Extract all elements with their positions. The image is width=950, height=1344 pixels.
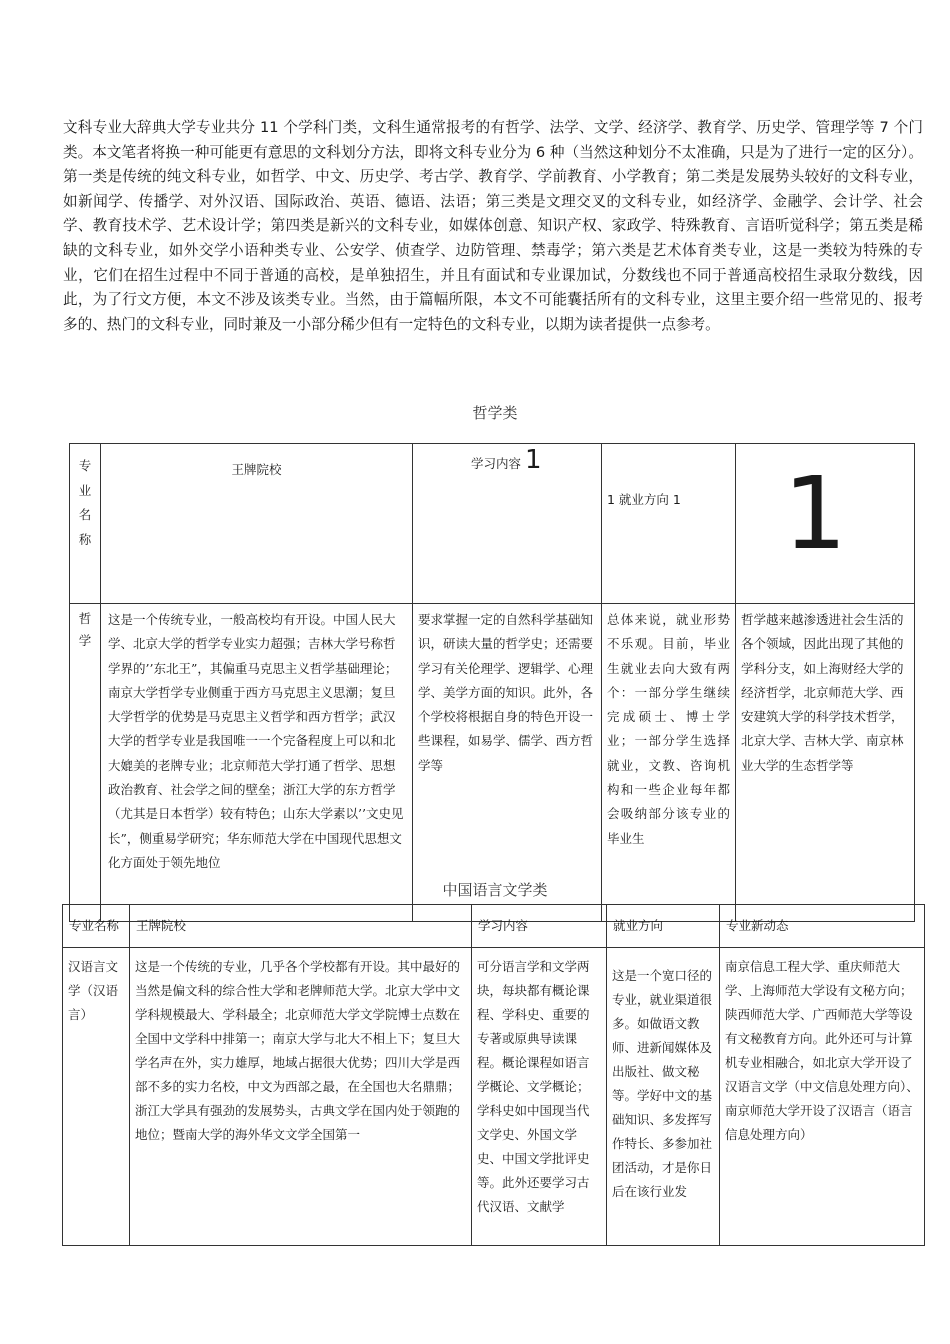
- philosophy-section-title: 哲学类: [472, 404, 518, 422]
- philosophy-table: [69, 443, 915, 922]
- cell-schools: 这是一个传统专业，一般高校均有开设。中国人民大学、北京大学的哲学专业实力超强；吉林大学号称哲学界的’’东北王”，其偏重马克思主义哲学基础理论；南京大学哲学专业侧重于西方马克思主义思潮；复旦大学哲学的优势是马克思主义哲学和西方哲学；武汉大学的哲学专业是我国唯一一个完备程度上可以和北大媲美的老牌专业；北京师范大学打通了哲学、思想政治教育、社会学之间的壁垒；浙江大学的东方哲学（尤其是日本哲学）较有特色；山东大学素以’’文史见长”，侧重易学研究；华东师范大学在中国现代思想文化方面处于领先地位: [101, 604, 413, 922]
- career-text: 这是一个宽口径的专业，就业渠道很多。如做语文教师、进新闻媒体及出版社、做文秘等。学好中文的基础知识、多发挥写作特长、多参加社团活动，才是你日后在该行业发: [612, 968, 713, 1199]
- header-study: 学习内容: [472, 905, 607, 948]
- cell-major: 汉语言文学（汉语言）: [63, 948, 130, 1246]
- chinese-table: [62, 904, 925, 1246]
- header-study: 学习内容 1: [413, 444, 602, 604]
- header-schools: 王牌院校: [130, 905, 472, 948]
- cell-trend: 哲学越来越渗透进社会生活的各个领域，因此出现了其他的学科分支，如上海财经大学的经济哲学，北京师范大学、西安建筑大学的科学技术哲学，北京大学、吉林大学、南京林业大学的生态哲学等: [736, 604, 915, 922]
- header-career: 就业方向: [607, 905, 720, 948]
- study-text: 可分语言学和文学两块，每块都有概论课程、学科史、重要的专著或原典导读课程。概论课程如语言学概论、文学概论；学科史如中国现当代文学史、外国文学史、中国文学批评史等。此外还要学习古代汉语、文献学: [477, 959, 590, 1214]
- chinese-section-title: 中国语言文学类: [442, 881, 548, 899]
- footnote-marker: 1: [525, 445, 542, 475]
- philosophy-row: [70, 604, 915, 922]
- chinese-header-row: [63, 905, 925, 948]
- header-schools: 王牌院校: [101, 444, 413, 604]
- large-digit-mark: 1: [783, 455, 847, 572]
- cell-career: [607, 948, 720, 1246]
- header-trend: [736, 444, 915, 604]
- cell-study: [472, 948, 607, 1246]
- header-trend: 专业新动态: [720, 905, 925, 948]
- cell-major: 哲学: [70, 604, 101, 922]
- philosophy-header-row: [70, 444, 915, 604]
- cell-schools: 这是一个传统的专业，几乎各个学校都有开设。其中最好的当然是偏文科的综合性大学和老牌师范大学。北京大学中文学科规模最大、学科最全；北京师范大学文学院博士点数在全国中文学科中排第一；南京大学与北大不相上下；复旦大学名声在外，实力雄厚，地域占据很大优势；四川大学是西部不多的实力名校，中文为西部之最，在全国也大名鼎鼎；浙江大学具有强劲的发展势头，古典文学在国内处于领跑的地位；暨南大学的海外华文文学全国第一: [130, 948, 472, 1246]
- cell-study: 要求掌握一定的自然科学基础知识，研读大量的哲学史；还需要学习有关伦理学、逻辑学、心理学、美学方面的知识。此外，各个学校将根据自身的特色开设一些课程，如易学、儒学、西方哲学等: [413, 604, 602, 922]
- header-major: 专业名称: [63, 905, 130, 948]
- header-career: 1 就业方向 1: [602, 444, 736, 604]
- chinese-row: [63, 948, 925, 1246]
- header-major: 专业名称: [70, 444, 101, 604]
- cell-trend: 南京信息工程大学、重庆师范大学、上海师范大学设有文秘方向；陕西师范大学、广西师范大学等设有文秘教育方向。此外还可与计算机专业相融合，如北京大学开设了汉语言文学（中文信息处理方向）、南京师范大学开设了汉语言（语言信息处理方向）: [720, 948, 925, 1246]
- intro-paragraph: 文科专业大辞典大学专业共分 11 个学科门类，文科生通常报考的有哲学、法学、文学、经济学、教育学、历史学、管理学等 7 个门类。本文笔者将换一种可能更有意思的文科划分方法，即将文科专业分为 6 种（当然这种划分不太准确，只是为了进行一定的区分）。第一类是传统的纯文科专业，如哲学、中文、历史学、考古学、教育学、学前教育、小学教育；第二类是发展势头较好的文科专业，如新闻学、传播学、对外汉语、国际政治、英语、德语、法语；第三类是文理交叉的文科专业，如经济学、金融学、会计学、社会学、教育技术学、艺术设计学；第四类是新兴的文科专业，如媒体创意、知识产权、家政学、特殊教育、言语听觉科学；第五类是稀缺的文科专业，如外交学小语种类专业、公安学、侦查学、边防管理、禁毒学；第六类是艺术体育类专业，这是一类较为特殊的专业，它们在招生过程中不同于普通的高校，是单独招生，并且有面试和专业课加试，分数线也不同于普通高校招生录取分数线，因此，为了行文方便，本文不涉及该类专业。当然，由于篇幅所限，本文不可能囊括所有的文科专业，这里主要介绍一些常见的、报考多的、热门的文科专业，同时兼及一小部分稀少但有一定特色的文科专业，以期为读者提供一点参考。: [63, 119, 923, 333]
- cell-career: 总体来说，就业形势不乐观。目前，毕业生就业去向大致有两个：一部分学生继续完成硕士、博士学业；一部分学生选择就业，文教、咨询机构和一些企业每年都会吸纳部分该专业的毕业生: [602, 604, 736, 922]
